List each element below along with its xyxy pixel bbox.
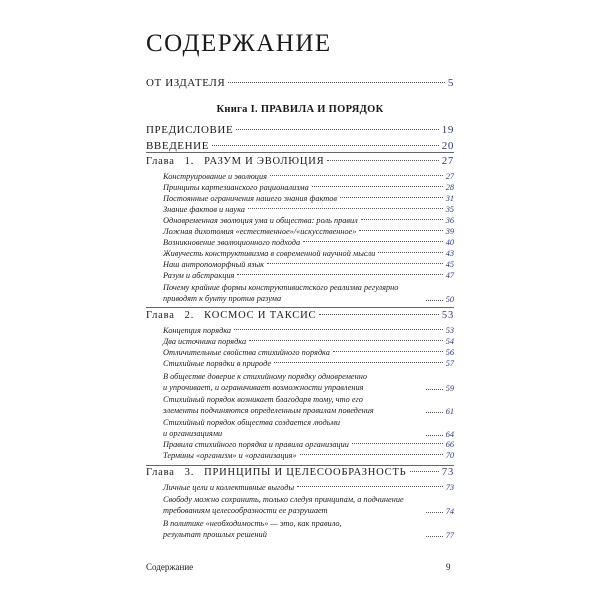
toc-section-label: Знание фактов и наука xyxy=(163,205,245,214)
toc-section-label: Постоянные ограничения нашего знания фактов xyxy=(163,194,338,203)
toc-section[interactable] xyxy=(163,238,454,247)
leader-dots xyxy=(426,389,443,390)
toc-section-page: 77 xyxy=(445,531,454,540)
chapter-word: Глава xyxy=(146,467,175,478)
divider xyxy=(146,152,454,153)
toc-section[interactable] xyxy=(163,282,454,304)
toc-section-page: 43 xyxy=(445,249,454,258)
leader-dots xyxy=(270,175,443,176)
toc-section-label: Возникновение эволюционного подхода xyxy=(163,238,301,247)
toc-section-label: Термины «организм» и «организация» xyxy=(163,451,297,460)
leader-dots xyxy=(426,412,443,413)
leader-dots xyxy=(410,471,439,472)
toc-section-page: 54 xyxy=(445,337,454,346)
chapter-number: 1. xyxy=(184,156,195,167)
leader-dots xyxy=(249,340,443,341)
chapter-word: Глава xyxy=(146,310,175,321)
toc-section-label: Правила стихийного порядка и правила организации xyxy=(163,440,349,449)
divider xyxy=(146,465,454,466)
divider xyxy=(146,307,454,308)
toc-section[interactable] xyxy=(163,451,454,460)
toc-section-label xyxy=(163,394,423,416)
toc-section-label: Отличительные свойства стихийного порядка xyxy=(163,348,330,357)
toc-section-label-line2: элементы подчиняются определенным правилам поведения xyxy=(163,406,374,415)
toc-section-label xyxy=(163,518,423,540)
leader-dots xyxy=(267,263,443,264)
toc-entry-label: ПРЕДИСЛОВИЕ xyxy=(146,124,234,136)
toc-section-label-line2: и упрочивает, и ограничивает возможности управления xyxy=(163,383,364,392)
leader-dots xyxy=(212,145,439,146)
leader-dots xyxy=(361,219,443,220)
toc-section-label: Принципы картезианского рационализма xyxy=(163,183,309,192)
leader-dots xyxy=(359,230,442,231)
toc-section-label: Ложная дихотомия «естественное»/«искусственное» xyxy=(163,227,357,236)
toc-section-page: 59 xyxy=(445,384,454,393)
toc-section-label: Конструирование и эволюция xyxy=(163,172,267,181)
toc-section-page: 28 xyxy=(445,183,454,192)
toc-entry-label: ВВЕДЕНИЕ xyxy=(146,140,210,152)
chapter-number: 2. xyxy=(184,310,195,321)
toc-section-label-line2: требованиям целесообразности ее разрушает xyxy=(163,506,328,515)
toc-section-page: 47 xyxy=(445,271,454,280)
toc-chapter-3[interactable] xyxy=(146,467,454,478)
toc-section-page: 36 xyxy=(445,216,454,225)
toc-section[interactable] xyxy=(163,337,454,346)
toc-section-label-line1: В политике «необходимость» — это, как правило, xyxy=(163,519,342,528)
toc-section-label: Стихийные порядки в природе xyxy=(163,359,272,368)
toc-section-label-line1: Стихийный порядок возникает благодаря тому, что его xyxy=(163,395,363,404)
toc-section-page: 64 xyxy=(445,430,454,439)
leader-dots xyxy=(327,160,438,161)
toc-section[interactable] xyxy=(163,216,454,225)
toc-entry-label: ОТ ИЗДАТЕЛЯ xyxy=(146,77,226,89)
toc-section-label xyxy=(163,494,423,516)
running-footer: Содержание xyxy=(146,562,194,572)
toc-section[interactable] xyxy=(163,417,454,439)
page-number: 9 xyxy=(446,562,451,572)
toc-section-label-line1: Стихийный порядок общества создается людьми xyxy=(163,418,340,427)
toc-section[interactable] xyxy=(163,440,454,449)
page-title: СОДЕРЖАНИЕ xyxy=(146,30,332,57)
toc-section-label-line1: В обществе доверие к стихийному порядку одновременно xyxy=(163,372,367,381)
toc-section[interactable] xyxy=(163,494,454,516)
toc-section-page: 40 xyxy=(445,238,454,247)
toc-section-page: 50 xyxy=(445,295,454,304)
toc-entry-page: 27 xyxy=(441,156,454,167)
chapter-word: Глава xyxy=(146,156,175,167)
toc-section-page: 45 xyxy=(445,260,454,269)
toc-section-page: 56 xyxy=(445,348,454,357)
toc-section-page: 73 xyxy=(445,483,454,492)
leader-dots xyxy=(234,329,443,330)
toc-section-label: Одновременная эволюция ума и общества: роль правил xyxy=(163,216,358,225)
leader-dots xyxy=(378,252,442,253)
toc-section[interactable] xyxy=(163,227,454,236)
leader-dots xyxy=(352,443,443,444)
toc-section[interactable] xyxy=(163,271,454,280)
toc-entry-page: 5 xyxy=(447,77,454,89)
toc-section[interactable] xyxy=(163,371,454,393)
toc-entry-page: 20 xyxy=(441,140,454,152)
chapter-title: КОСМОС И ТАКСИС xyxy=(204,310,317,321)
toc-section[interactable] xyxy=(163,394,454,416)
toc-section-page: 35 xyxy=(445,205,454,214)
chapter-title: ПРИНЦИПЫ И ЦЕЛЕСООБРАЗНОСТЬ xyxy=(204,467,407,478)
leader-dots xyxy=(426,536,443,537)
toc-entry-introduction[interactable] xyxy=(146,140,454,152)
toc-chapter-2[interactable] xyxy=(146,310,454,321)
toc-section-label: Наш антропоморфный язык xyxy=(163,260,265,269)
toc-section[interactable] xyxy=(163,183,454,192)
toc-section-page: 70 xyxy=(445,451,454,460)
chapter-number: 3. xyxy=(184,467,195,478)
toc-chapter-1[interactable] xyxy=(146,156,454,167)
toc-section[interactable] xyxy=(163,326,454,335)
toc-section-label: Концепция порядка xyxy=(163,326,232,335)
toc-section-page: 53 xyxy=(445,326,454,335)
leader-dots xyxy=(237,274,442,275)
toc-section-label-line1: Свободу можно сохранить, только следуя принципам, а подчинение xyxy=(163,495,404,504)
toc-section[interactable] xyxy=(163,348,454,357)
toc-section-label-line1: Почему крайние формы конструктивистского реализма регулярно xyxy=(163,283,399,292)
toc-section-label xyxy=(163,282,423,304)
leader-dots xyxy=(426,300,443,301)
leader-dots xyxy=(303,241,443,242)
leader-dots xyxy=(236,129,439,130)
toc-entry-page: 19 xyxy=(441,124,454,136)
toc-section-page: 39 xyxy=(445,227,454,236)
toc-entry-page: 53 xyxy=(441,310,454,321)
toc-section-label: Два источника порядка xyxy=(163,337,247,346)
leader-dots xyxy=(333,351,443,352)
leader-dots xyxy=(248,208,443,209)
leader-dots xyxy=(228,82,445,83)
leader-dots xyxy=(340,197,443,198)
chapter-title: РАЗУМ И ЭВОЛЮЦИЯ xyxy=(204,156,325,167)
toc-section-label xyxy=(163,371,423,393)
toc-section[interactable] xyxy=(163,359,454,368)
toc-section[interactable] xyxy=(163,249,454,258)
leader-dots xyxy=(274,362,443,363)
toc-section[interactable] xyxy=(163,260,454,269)
toc-section-label: Разум и абстракция xyxy=(163,271,235,280)
toc-section-page: 31 xyxy=(445,194,454,203)
toc-section-page: 27 xyxy=(445,172,454,181)
toc-section-label: Личные цели и коллективные выгоды xyxy=(163,483,295,492)
book-heading: Книга I. ПРАВИЛА И ПОРЯДОК xyxy=(216,104,384,115)
toc-section-label-line2: и организациями xyxy=(163,429,223,438)
toc-section-page: 57 xyxy=(445,359,454,368)
toc-section-label-line2: результат прошлых решений xyxy=(163,530,267,539)
toc-section[interactable] xyxy=(163,194,454,203)
leader-dots xyxy=(297,486,443,487)
toc-entry-page: 73 xyxy=(441,467,454,478)
toc-section[interactable] xyxy=(163,483,454,492)
leader-dots xyxy=(312,186,443,187)
leader-dots xyxy=(426,435,443,436)
leader-dots xyxy=(426,512,443,513)
leader-dots xyxy=(319,314,439,315)
leader-dots xyxy=(300,454,443,455)
toc-section-page: 74 xyxy=(445,507,454,516)
toc-section-label xyxy=(163,417,423,439)
toc-entry-preface[interactable] xyxy=(146,124,454,136)
toc-section[interactable] xyxy=(163,205,454,214)
toc-section[interactable] xyxy=(163,172,454,181)
toc-entry-publisher[interactable] xyxy=(146,77,454,89)
toc-section-label-line2: приводят к бунту против разума xyxy=(163,294,282,303)
toc-section[interactable] xyxy=(163,518,454,540)
toc-section-page: 66 xyxy=(445,440,454,449)
toc-section-page: 61 xyxy=(445,407,454,416)
toc-section-label: Живучесть конструктивизма в современной научной мысли xyxy=(163,249,376,258)
